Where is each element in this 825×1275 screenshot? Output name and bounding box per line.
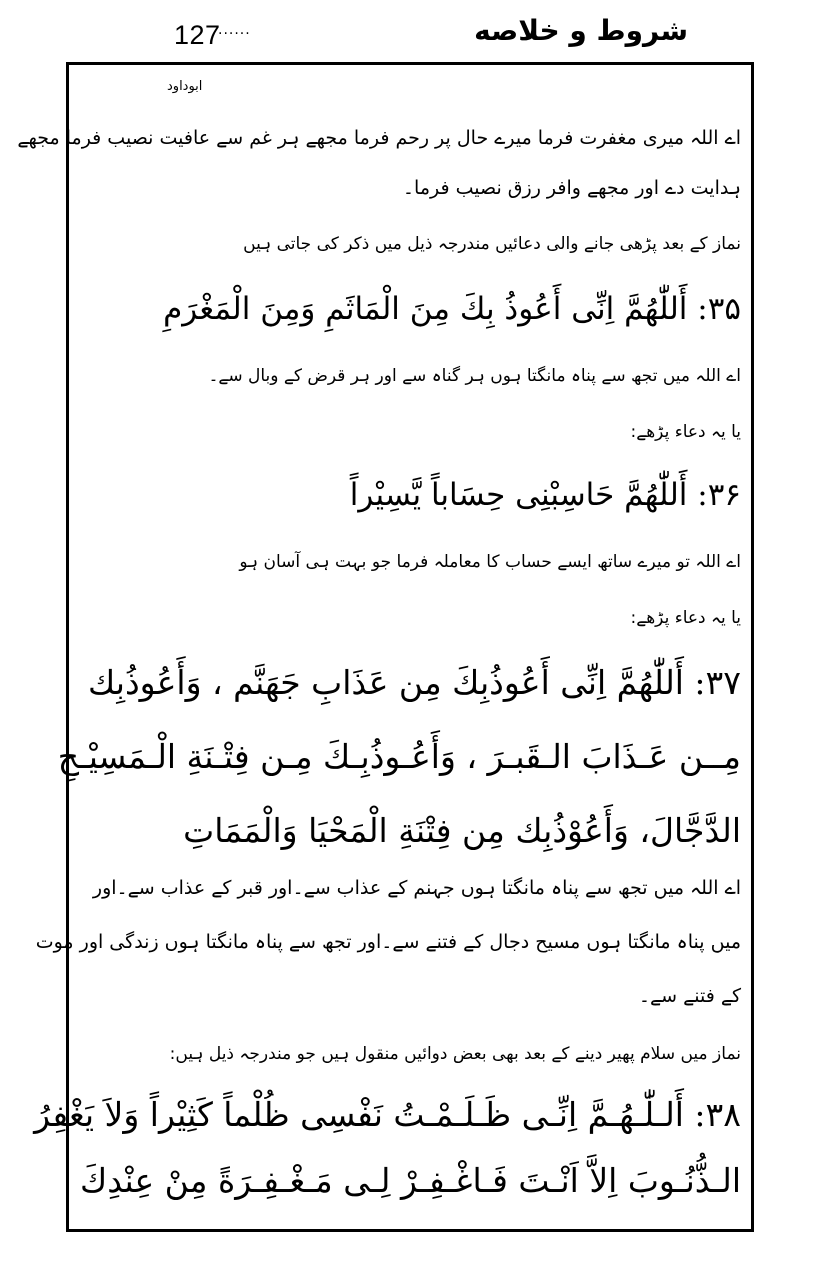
arabic-dua-36: ۳۶: أَللّٰهُمَّ حَاسِبْنِی حِسَاباً يَّسِيْراً [349,477,741,513]
urdu-translation-35: اے اللہ میں تجھ سے پناہ مانگتا ہوں ہر گناہ سے اور ہر قرض کے وبال سے۔ [208,366,741,386]
urdu-translation-36: اے اللہ تو میرے ساتھ ایسے حساب کا معاملہ فرما جو بہت ہی آسان ہو [239,552,741,572]
arabic-dua-37-line3: الدَّجَّالَ، وَأَعُوْذُبِك مِن فِتْنَةِ الْمَحْيَا وَالْمَمَاتِ [183,811,741,850]
alternate-dua-label: یا یہ دعاء پڑھے: [630,422,741,442]
book-title: شروط و خلاصه [474,14,688,47]
arabic-dua-37-line2: مِــن عَـذَابَ الـقَبـرَ ، وَأَعُـوذُبِـكَ مِـن فِتْـنَةِ الْـمَسِيْـحِ [57,737,741,776]
urdu-line: اے اللہ میری مغفرت فرما میرے حال پر رحم فرما مجھے ہر غم سے عافیت نصیب فرما مجھے [17,127,741,149]
page-number: 127 [174,20,221,50]
section-intro: نماز میں سلام پھیر دینے کے بعد بھی بعض دوائیں منقول ہیں جو مندرجہ ذیل ہیں: [169,1044,741,1064]
urdu-translation-37: میں پناہ مانگتا ہوں مسیح دجال کے فتنے سے۔اور تجھ سے پناہ مانگتا ہوں زندگی اور موت [35,931,741,953]
source-label: ابوداود [167,79,203,94]
alternate-dua-label: یا یہ دعاء پڑھے: [630,608,741,628]
urdu-line: ہدایت دے اور مجھے وافر رزق نصیب فرما۔ [402,177,741,199]
arabic-dua-38-line1: ۳۸: أَلـلّٰـهُـمَّ اِنِّـی ظَـلَـمْـتُ نَفْسِی ظُلْماً كَثِيْراً وَلاَ يَغْفِرُ [34,1095,741,1134]
urdu-translation-37: اے اللہ میں تجھ سے پناہ مانگتا ہوں جہنم کے عذاب سے۔اور قبر کے عذاب سے۔اور [92,877,741,899]
page-number-dots: ...... [218,22,251,38]
page-header [66,12,694,58]
urdu-translation-37: کے فتنے سے۔ [638,985,741,1007]
arabic-dua-37-line1: ۳۷: أَللّٰهُمَّ اِنِّی أَعُوذُبِكَ مِن عَذَابِ جَهَنَّم ، وَأَعُوذُبِك [87,663,741,702]
section-intro: نماز کے بعد پڑھی جانے والی دعائیں مندرجہ ذیل میں ذکر کی جاتی ہیں [243,234,741,254]
arabic-dua-38-line2: الـذُّنُـوبَ اِلاَّ اَنْـتَ فَـاغْـفِـرْ لِـی مَـغْـفِـرَةً مِنْ عِنْدِكَ [80,1161,741,1200]
arabic-dua-35: ۳۵: أَللّٰهُمَّ اِنِّی أَعُوذُ بِكَ مِنَ الْمَاثَمِ وَمِنَ الْمَغْرَمِ [163,291,741,327]
page-frame [17,62,754,1232]
